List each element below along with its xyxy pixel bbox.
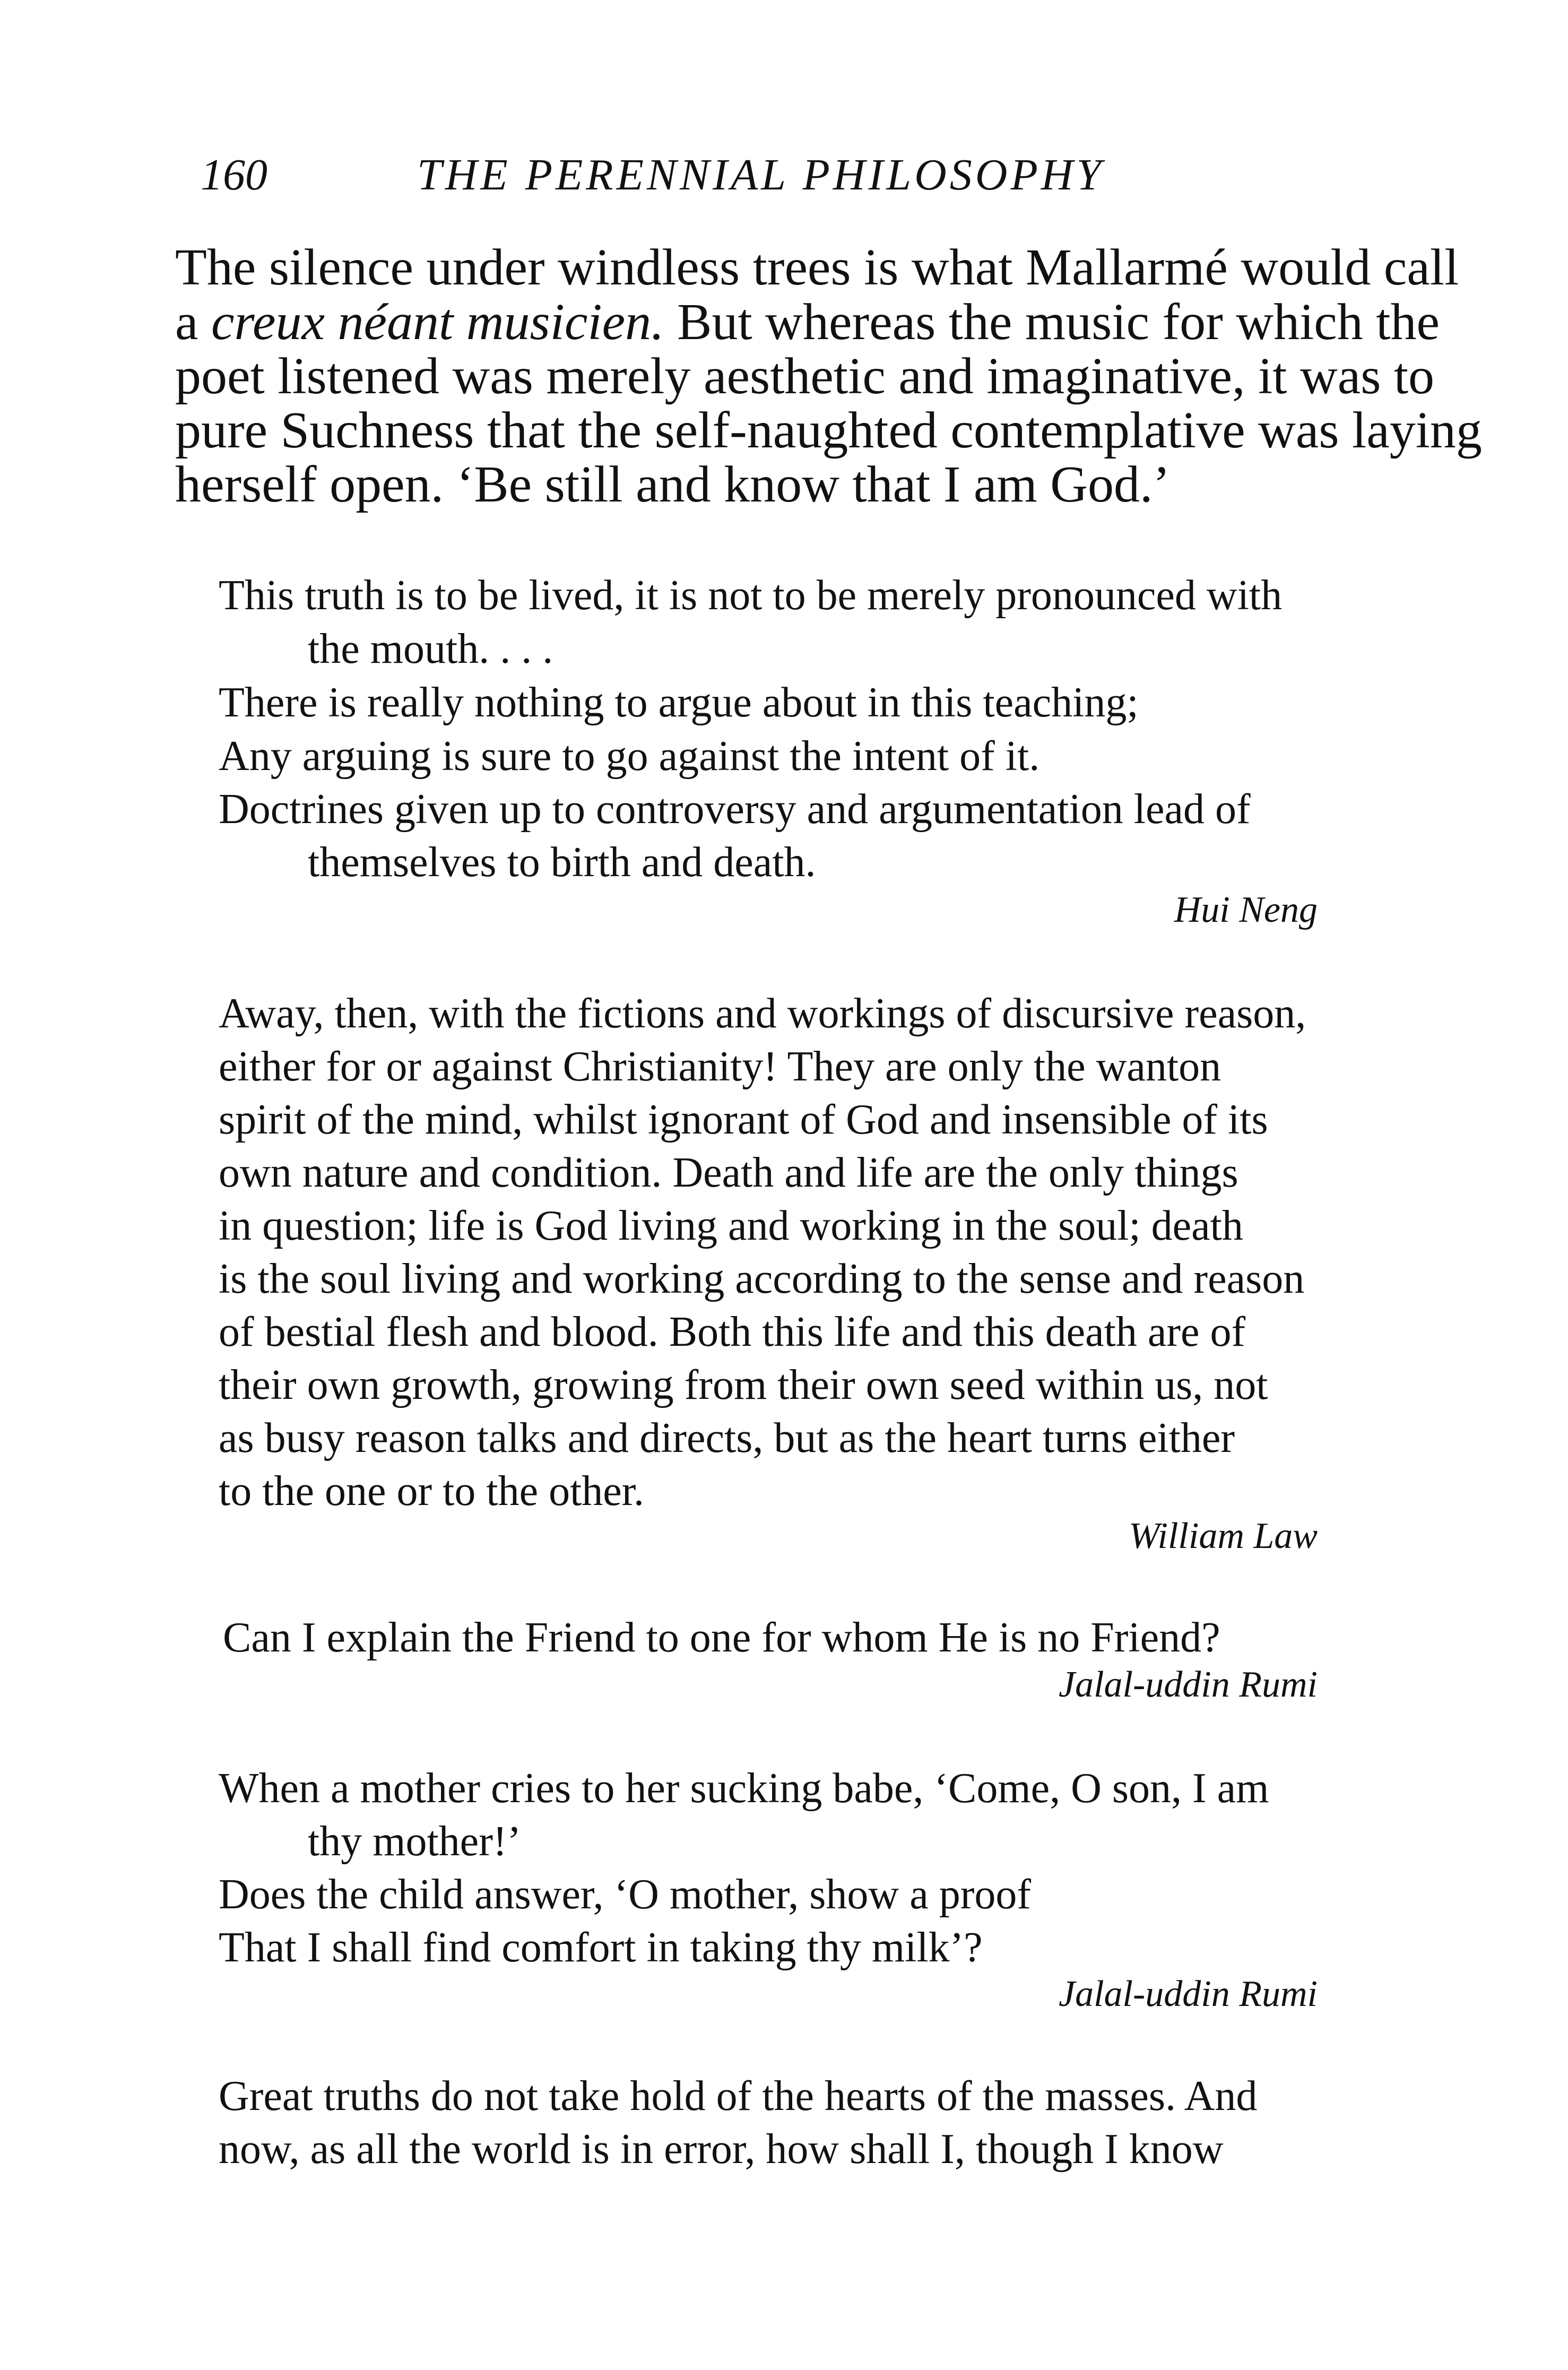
intro-line-2-prefix: a <box>175 293 211 351</box>
quote-line: That I shall find comfort in taking thy milk’? <box>219 1924 983 1971</box>
quote-line: There is really nothing to argue about in this teaching; <box>219 679 1139 726</box>
quote-line: of bestial flesh and blood. Both this life and this death are of <box>219 1309 1246 1355</box>
intro-line-2-rest: But whereas the music for which the <box>664 293 1440 351</box>
quote-line: either for or against Christianity! They are only the wanton <box>219 1043 1222 1090</box>
quote-line: Great truths do not take hold of the hearts of the masses. And <box>219 2073 1258 2120</box>
quote-line: Any arguing is sure to go against the intent of it. <box>219 733 1040 780</box>
quote-line: spirit of the mind, whilst ignorant of God and insensible of its <box>219 1096 1268 1143</box>
attribution: William Law <box>1129 1516 1318 1556</box>
attribution: Hui Neng <box>1174 889 1318 930</box>
intro-line-5: herself open. ‘Be still and know that I am God.’ <box>175 456 1171 513</box>
quote-line: in question; life is God living and working in the soul; death <box>219 1203 1243 1249</box>
quote-line: own nature and condition. Death and life are the only things <box>219 1149 1238 1196</box>
quote-line: as busy reason talks and directs, but as the heart turns either <box>219 1415 1235 1461</box>
running-title: THE PERENNIAL PHILOSOPHY <box>417 150 1105 200</box>
quote-line: Doctrines given up to controversy and argumentation lead of <box>219 786 1251 833</box>
quote-line: now, as all the world is in error, how shall I, though I know <box>219 2126 1224 2173</box>
quote-line: When a mother cries to her sucking babe, ‘Come, O son, I am <box>219 1765 1269 1812</box>
quote-line: Can I explain the Friend to one for whom He is no Friend? <box>223 1614 1220 1661</box>
quote-line: the mouth. . . . <box>308 626 553 672</box>
quote-line: This truth is to be lived, it is not to be merely pronounced with <box>219 572 1283 619</box>
quote-line: Away, then, with the fictions and workings of discursive reason, <box>219 990 1306 1037</box>
intro-line-4: pure Suchness that the self-naughted contemplative was laying <box>175 402 1482 459</box>
intro-line-2-italic: creux néant musicien. <box>211 293 664 351</box>
attribution: Jalal-uddin Rumi <box>1059 1974 1318 2014</box>
quote-line: is the soul living and working according to the sense and reason <box>219 1256 1305 1302</box>
intro-line-2 <box>175 293 1440 351</box>
quote-line: thy mother!’ <box>308 1818 522 1865</box>
intro-line-1: The silence under windless trees is what Mallarmé would call <box>175 239 1459 296</box>
attribution: Jalal-uddin Rumi <box>1059 1664 1318 1705</box>
intro-line-3: poet listened was merely aesthetic and imaginative, it was to <box>175 348 1435 405</box>
quote-line: themselves to birth and death. <box>308 839 816 886</box>
quote-line: to the one or to the other. <box>219 1468 645 1515</box>
page-number: 160 <box>201 150 267 200</box>
quote-line: their own growth, growing from their own seed within us, not <box>219 1362 1268 1408</box>
quote-line: Does the child answer, ‘O mother, show a proof <box>219 1871 1031 1918</box>
